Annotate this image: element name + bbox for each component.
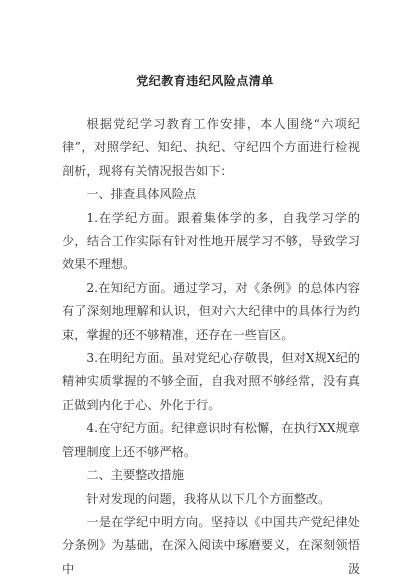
section-heading-risk-points: 一、排查具体风险点 [86,187,197,202]
risk-point-2-paragraph: 2.在知纪方面。通过学习，对《条例》的总体内容有了深刻地理解和认识，但对六大纪律中的具体行为约束，掌握的还不够精准，还存在一些盲区。 [62,280,360,342]
document-title: 党纪教育违纪风险点清单 [136,74,274,88]
risk-point-1-paragraph: 1.在学纪方面。跟着集体学的多，自我学习学的少，结合工作实际有针对性地开展学习不够，导致学习效果不理想。 [62,210,360,272]
rectification-intro-paragraph: 针对发现的问题，我将从以下几个方面整改。 [86,491,331,506]
rectification-measure-1-paragraph: 一是在学纪中明方向。坚持以《中国共产党纪律处分条例》为基础，在深入阅读中琢磨要义，在深刻领悟中汲 [62,514,360,576]
section-heading-rectification: 二、主要整改措施 [86,468,184,483]
document-body [62,113,360,581]
risk-point-3-paragraph: 3.在明纪方面。虽对党纪心存敬畏，但对X规X纪的精神实质掌握的不够全面，自我对照不够经常，没有真正做到内化于心、外化于行。 [62,351,360,412]
risk-point-4-paragraph: 4.在守纪方面。纪律意识时有松懈，在执行XX规章管理制度上还不够严格。 [62,421,360,459]
intro-paragraph: 根据党纪学习教育工作安排，本人围绕“六项纪律”，对照学纪、知纪、执纪、守纪四个方面进行检视剖析，现将有关情况报告如下： [62,117,360,178]
